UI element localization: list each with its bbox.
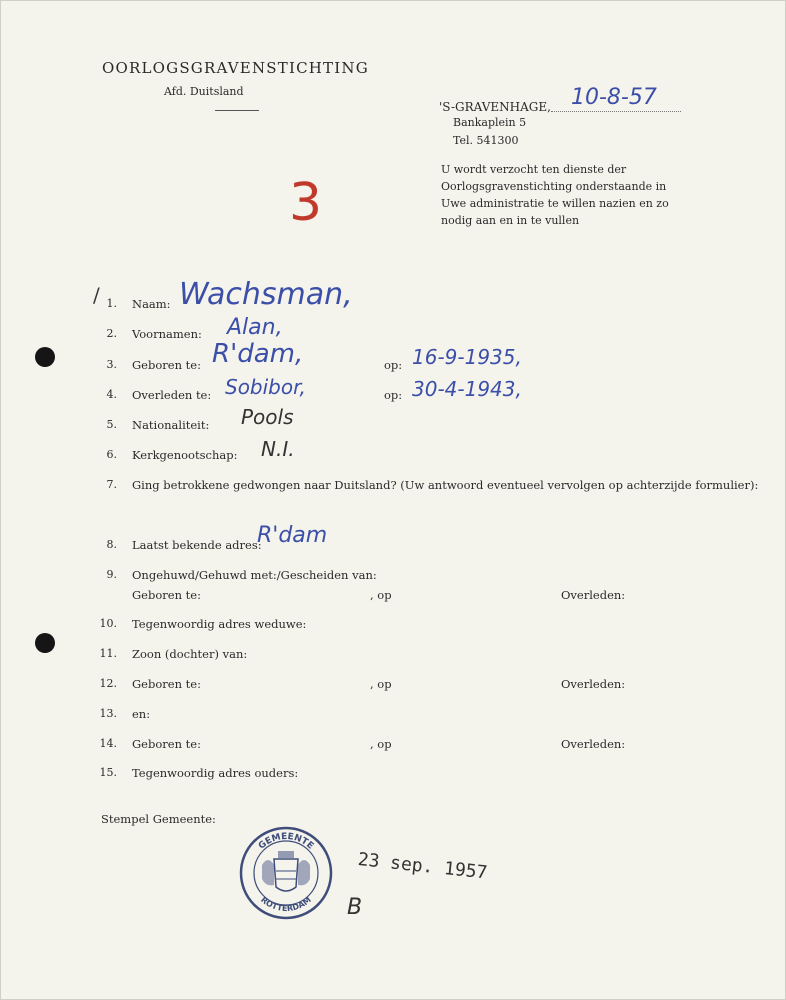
seal-text-top: GEMEENTE — [256, 831, 316, 852]
field-number: 1. — [106, 297, 117, 310]
field-op-label: op: — [384, 358, 403, 372]
field-label-geboren: Geboren te: — [132, 358, 201, 372]
seal-text-bottom: ROTTERDAM — [259, 895, 313, 914]
field-number: 2. — [106, 327, 117, 340]
field-label-geboren-parent1: Geboren te: — [132, 677, 201, 691]
field-label-adres: Laatst bekende adres: — [132, 538, 262, 552]
field-number: 5. — [106, 418, 117, 431]
field-label-en: en: — [132, 707, 151, 721]
field-number: 6. — [106, 448, 117, 461]
stamp-label: Stempel Gemeente: — [101, 812, 216, 826]
field-number: 4. — [106, 388, 117, 401]
field-label-nationaliteit: Nationaliteit: — [132, 418, 210, 432]
field-overleden-label: Overleden: — [561, 677, 626, 691]
field-label-naam: Naam: — [132, 297, 171, 311]
field-label-geboren-parent2: Geboren te: — [132, 737, 201, 751]
handwritten-initial: B — [347, 895, 363, 920]
date-stamp: 23 sep. 1957 — [356, 849, 489, 884]
field-value-adres: R'dam — [257, 523, 328, 548]
request-text: U wordt verzocht ten dienste der Oorlogsgravenstichting onderstaande in Uwe administratie te willen nazien en zo nodig aan en in te vullen — [441, 163, 669, 227]
field-op-label: , op — [370, 677, 392, 691]
field-number: 11. — [99, 647, 117, 660]
punch-hole-bottom — [35, 633, 55, 653]
field-number: 12. — [99, 677, 117, 690]
field-op-label: , op — [370, 737, 392, 751]
handwritten-date: 10-8-57 — [571, 85, 657, 110]
field-value-voornamen: Alan, — [227, 315, 283, 340]
organization-name: OORLOGSGRAVENSTICHTING — [102, 59, 369, 77]
field-value-geboren: R'dam, — [212, 339, 304, 369]
department-name: Afd. Duitsland — [164, 85, 244, 98]
field-value-overleden-op: 30-4-1943, — [412, 377, 522, 401]
field-number: 14. — [99, 737, 117, 750]
field-value-geboren-op: 16-9-1935, — [412, 345, 522, 369]
svg-text:GEMEENTE — [257, 832, 315, 852]
date-rule — [551, 111, 681, 112]
field-overleden-label: Overleden: — [561, 737, 626, 751]
field-label-kerkgenootschap: Kerkgenootschap: — [132, 448, 238, 462]
field-label-zoon: Zoon (dochter) van: — [132, 647, 248, 661]
field-value-nationaliteit: Pools — [241, 405, 294, 429]
city-label: 'S-GRAVENHAGE, — [439, 100, 551, 114]
field-label-weduwe: Tegenwoordig adres weduwe: — [132, 617, 307, 631]
municipal-seal — [238, 825, 334, 921]
field-number: 9. — [106, 568, 117, 581]
field-op-label: , op — [370, 588, 392, 602]
field-label-gehuwd: Ongehuwd/Gehuwd met:/Gescheiden van: — [132, 568, 377, 582]
svg-text:ROTTERDAM — [259, 895, 313, 913]
field-value-naam: Wachsman, — [179, 277, 353, 312]
field-number: 13. — [99, 707, 117, 720]
field-label-overleden: Overleden te: — [132, 388, 212, 402]
field-op-label: op: — [384, 388, 403, 402]
field-value-kerkgenootschap: N.I. — [261, 437, 295, 461]
field-value-overleden: Sobibor, — [225, 375, 306, 399]
telephone: Tel. 541300 — [453, 134, 519, 147]
field-number: 10. — [99, 617, 117, 630]
field-number: 3. — [106, 358, 117, 371]
field-label-ouders: Tegenwoordig adres ouders: — [132, 766, 299, 780]
field-label-geboren-spouse: Geboren te: — [132, 588, 201, 602]
punch-hole-top — [35, 347, 55, 367]
field-number: 8. — [106, 538, 117, 551]
address: Bankaplein 5 — [453, 116, 527, 129]
margin-mark: / — [93, 283, 100, 307]
field-overleden-label: Overleden: — [561, 588, 626, 602]
field-number: 7. — [106, 478, 117, 491]
field-label-gedwongen: Ging betrokkene gedwongen naar Duitsland? (Uw antwoord eventueel vervolgen op achterzijde formulier): — [132, 478, 759, 492]
field-label-voornamen: Voornamen: — [132, 327, 202, 341]
department-rule — [215, 110, 259, 111]
red-number-annotation: 3 — [289, 173, 323, 233]
field-number: 15. — [99, 766, 117, 779]
